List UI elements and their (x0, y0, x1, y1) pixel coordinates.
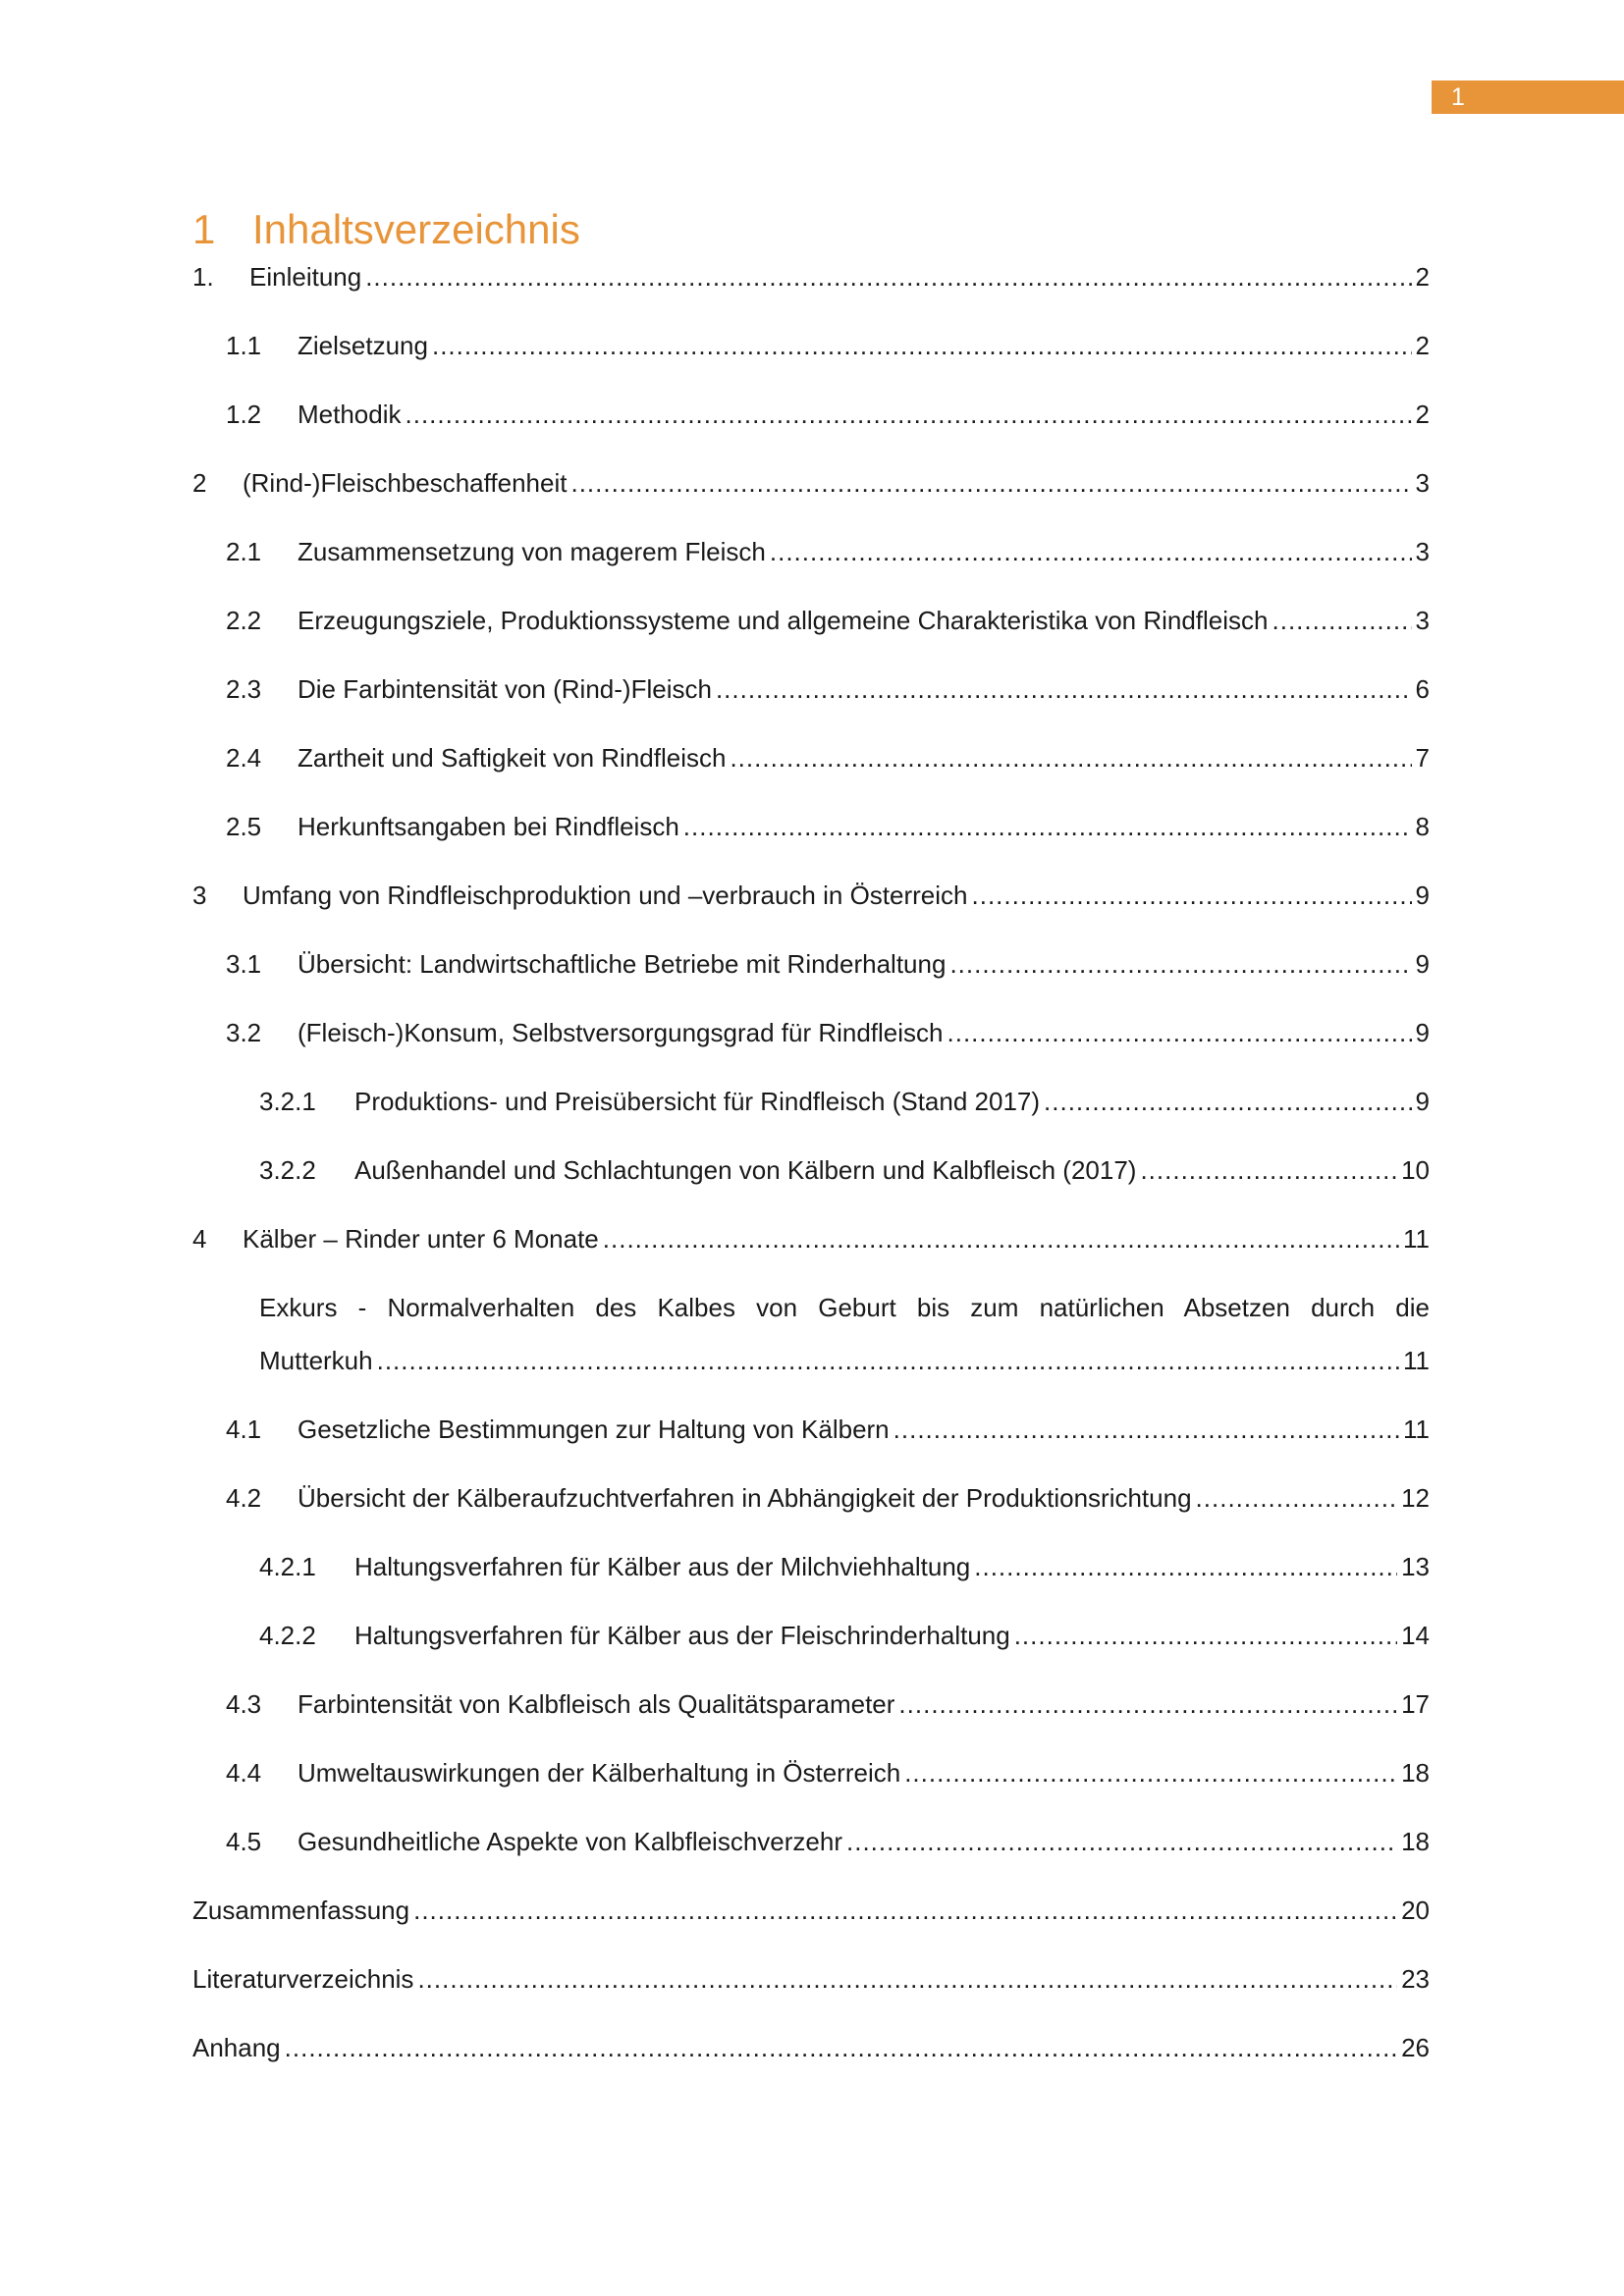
toc-entry-title: Übersicht: Landwirtschaftliche Betriebe mit Rinderhaltung (298, 949, 947, 979)
toc-entry-number: 1. (192, 262, 214, 292)
toc-entry-page: 26 (1401, 2033, 1430, 2062)
toc-entry[interactable] (192, 1891, 1430, 1930)
toc-entry-number: 4.4 (226, 1758, 262, 1788)
toc-entry-title: (Rind-)Fleischbeschaffenheit (243, 468, 568, 498)
toc-leader (947, 1013, 1412, 1052)
toc-entry-number: 1.1 (226, 331, 262, 360)
toc-leader (413, 1891, 1397, 1930)
toc-entry-page: 23 (1401, 1964, 1430, 1994)
toc-leader (730, 738, 1411, 777)
toc-entry-title: Methodik (298, 400, 402, 429)
toc-leader (893, 1410, 1399, 1449)
toc-entry-number: 1.2 (226, 400, 262, 429)
toc-entry[interactable] (192, 1219, 1430, 1258)
toc-entry[interactable] (226, 601, 1430, 640)
toc-entry-exkurs-line1[interactable]: Exkurs - Normalverhalten des Kalbes von Geburt bis zum natürlichen Absetzen durch die (259, 1293, 1430, 1322)
toc-entry-page: 10 (1401, 1155, 1430, 1185)
toc-entry[interactable] (192, 257, 1430, 296)
toc-entry[interactable] (226, 1753, 1430, 1792)
toc-entry-number: 4.2 (226, 1483, 262, 1513)
page-number-badge (1432, 80, 1624, 114)
toc-entry-number: 3.2.1 (259, 1087, 316, 1116)
toc-entry-title: Haltungsverfahren für Kälber aus der Milchviehhaltung (354, 1552, 971, 1581)
toc-entry-number: 3 (192, 881, 207, 910)
toc-leader (949, 944, 1411, 984)
toc-entry-page: 18 (1401, 1827, 1430, 1856)
toc-entry[interactable] (259, 1341, 1430, 1380)
toc-entry-number: 2.4 (226, 743, 262, 773)
toc-entry[interactable] (259, 1616, 1430, 1655)
toc-entry-title: Literaturverzeichnis (192, 1964, 414, 1994)
toc-leader (1272, 601, 1412, 640)
toc-entry-title: Die Farbintensität von (Rind-)Fleisch (298, 674, 712, 704)
toc-entry-number: 4.1 (226, 1415, 262, 1444)
toc-entry[interactable] (226, 395, 1430, 434)
toc-entry-page: 9 (1415, 881, 1430, 910)
toc-entry-number: 2.3 (226, 674, 262, 704)
toc-entry-title: Übersicht der Kälberaufzuchtverfahren in Abhängigkeit der Produktionsrichtung (298, 1483, 1192, 1513)
toc-leader (716, 669, 1412, 709)
toc-entry-page: 9 (1415, 949, 1430, 979)
toc-heading-number: 1 (192, 206, 216, 252)
toc-heading (192, 202, 580, 257)
toc-entry-number: 3.2 (226, 1018, 262, 1047)
toc-entry-title: Außenhandel und Schlachtungen von Kälbern und Kalbfleisch (2017) (354, 1155, 1137, 1185)
toc-entry[interactable] (259, 1082, 1430, 1121)
toc-entry-title: Umweltauswirkungen der Kälberhaltung in Österreich (298, 1758, 901, 1788)
toc-heading-title: Inhaltsverzeichnis (252, 206, 580, 252)
toc-entry[interactable] (192, 876, 1430, 915)
toc-entry-title: Farbintensität von Kalbfleisch als Qualitätsparameter (298, 1689, 895, 1719)
toc-entry[interactable] (226, 1684, 1430, 1724)
toc-entry-page: 11 (1403, 1346, 1430, 1375)
toc-entry-title: Umfang von Rindfleischproduktion und –verbrauch in Österreich (243, 881, 968, 910)
toc-entry-number: 4.2.2 (259, 1621, 316, 1650)
toc-leader (1140, 1150, 1397, 1190)
toc-entry-page: 11 (1403, 1415, 1430, 1444)
toc-entry[interactable] (259, 1547, 1430, 1586)
toc-entry-number: 4.2.1 (259, 1552, 316, 1581)
toc-leader (904, 1753, 1397, 1792)
toc-entry-title: Anhang (192, 2033, 281, 2062)
toc-entry-number: 4.3 (226, 1689, 262, 1719)
toc-entry[interactable] (226, 532, 1430, 571)
toc-entry-page: 11 (1403, 1224, 1430, 1254)
toc-leader (770, 532, 1412, 571)
toc-entry-title: Herkunftsangaben bei Rindfleisch (298, 812, 679, 841)
toc-entry[interactable] (192, 2028, 1430, 2067)
toc-entry-title: Gesundheitliche Aspekte von Kalbfleischverzehr (298, 1827, 842, 1856)
toc-entry[interactable] (226, 1478, 1430, 1518)
toc-entry-page: 2 (1415, 400, 1430, 429)
toc-entry-title: Zusammenfassung (192, 1896, 410, 1925)
toc-leader (417, 1959, 1397, 1999)
toc-entry-page: 6 (1415, 674, 1430, 704)
toc-leader (974, 1547, 1397, 1586)
toc-leader (377, 1341, 1399, 1380)
toc-entry-page: 17 (1401, 1689, 1430, 1719)
toc-entry-title: Mutterkuh (259, 1346, 373, 1375)
toc-leader (1014, 1616, 1397, 1655)
toc-leader (365, 257, 1411, 296)
toc-leader (898, 1684, 1397, 1724)
toc-entry-page: 13 (1401, 1552, 1430, 1581)
toc-entry-page: 14 (1401, 1621, 1430, 1650)
toc-entry[interactable] (226, 1013, 1430, 1052)
toc-entry-page: 3 (1415, 606, 1430, 635)
page-number: 1 (1451, 83, 1465, 111)
toc-entry-number: 2.5 (226, 812, 262, 841)
toc-entry-number: 2.1 (226, 537, 262, 566)
toc-entry-page: 9 (1415, 1018, 1430, 1047)
toc-entry-number: 3.1 (226, 949, 262, 979)
toc-leader (570, 463, 1411, 503)
toc-entry-page: 3 (1415, 468, 1430, 498)
toc-leader (846, 1822, 1397, 1861)
toc-leader (406, 395, 1412, 434)
toc-entry-title: Kälber – Rinder unter 6 Monate (243, 1224, 599, 1254)
toc-entry-page: 2 (1415, 262, 1430, 292)
toc-entry-page: 2 (1415, 331, 1430, 360)
toc-entry[interactable] (226, 807, 1430, 846)
toc-entry[interactable] (226, 1822, 1430, 1861)
toc-entry-title: (Fleisch-)Konsum, Selbstversorgungsgrad für Rindfleisch (298, 1018, 944, 1047)
toc-leader (285, 2028, 1397, 2067)
toc-entry-title: Zartheit und Saftigkeit von Rindfleisch (298, 743, 727, 773)
toc-entry[interactable] (226, 738, 1430, 777)
toc-entry-title: Zusammensetzung von magerem Fleisch (298, 537, 766, 566)
toc-entry-title: Zielsetzung (298, 331, 428, 360)
toc-leader (1044, 1082, 1412, 1121)
toc-leader (1196, 1478, 1398, 1518)
toc-entry-page: 7 (1415, 743, 1430, 773)
toc-entry-number: 3.2.2 (259, 1155, 316, 1185)
toc-entry-page: 18 (1401, 1758, 1430, 1788)
toc-entry-number: 4.5 (226, 1827, 262, 1856)
toc-entry-page: 12 (1401, 1483, 1430, 1513)
toc-entry[interactable] (192, 1959, 1430, 1999)
toc-entry[interactable] (192, 463, 1430, 503)
toc-entry-title: Einleitung (249, 262, 362, 292)
toc-entry[interactable] (259, 1150, 1430, 1190)
toc-leader (683, 807, 1412, 846)
toc-entry[interactable] (226, 669, 1430, 709)
toc-entry[interactable] (226, 326, 1430, 365)
toc-entry-title: Gesetzliche Bestimmungen zur Haltung von Kälbern (298, 1415, 890, 1444)
toc-entry-number: 4 (192, 1224, 207, 1254)
toc-entry-title: Haltungsverfahren für Kälber aus der Fleischrinderhaltung (354, 1621, 1010, 1650)
toc-entry-title: Produktions- und Preisübersicht für Rindfleisch (Stand 2017) (354, 1087, 1041, 1116)
toc-entry[interactable] (226, 1410, 1430, 1449)
toc-leader (972, 876, 1412, 915)
toc-entry-page: 8 (1415, 812, 1430, 841)
toc-entry[interactable] (226, 944, 1430, 984)
toc-entry-number: 2 (192, 468, 207, 498)
toc-leader (432, 326, 1412, 365)
toc-entry-page: 20 (1401, 1896, 1430, 1925)
toc-leader (603, 1219, 1399, 1258)
toc-entry-number: 2.2 (226, 606, 262, 635)
toc-entry-title: Erzeugungsziele, Produktionssysteme und allgemeine Charakteristika von Rindfleisch (298, 606, 1269, 635)
toc-entry-page: 9 (1415, 1087, 1430, 1116)
toc-entry-page: 3 (1415, 537, 1430, 566)
